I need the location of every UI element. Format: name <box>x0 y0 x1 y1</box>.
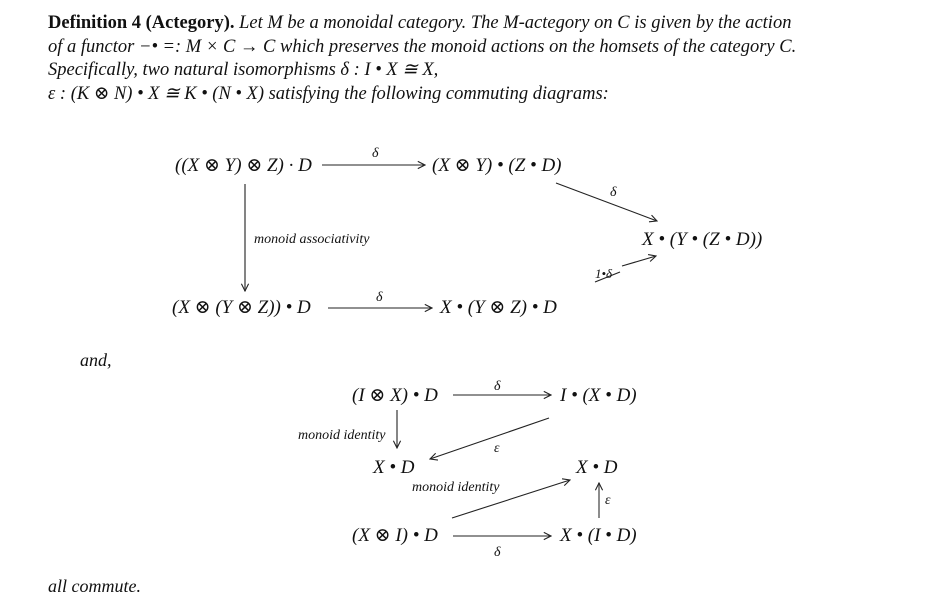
arrow2-diag-epsilon <box>430 418 549 459</box>
label-diag-delta: δ <box>610 185 617 200</box>
definition-line-2: of a functor −• =: M × C → C which preserves the monoid actions on the homsets of the category C. <box>48 36 797 57</box>
label-monoid-associativity: monoid associativity <box>254 232 370 247</box>
definition-line-4: ε : (K ⊗ N) • X ≅ K • (N • X) satisfying the following commuting diagrams: <box>48 83 609 104</box>
label2-monoid-identity-left: monoid identity <box>298 428 386 443</box>
label2-top-delta: δ <box>494 379 501 394</box>
label2-epsilon-right: ε <box>605 493 611 508</box>
node2-bottom-right: X • (I • D) <box>560 525 637 546</box>
label-1-bullet-delta: 1•δ <box>595 266 613 281</box>
node-bottom-mid: X • (Y ⊗ Z) • D <box>440 297 557 318</box>
definition-line-3: Specifically, two natural isomorphisms δ : I • X ≅ X, <box>48 60 439 80</box>
node2-mid-right: X • D <box>576 457 618 478</box>
node-top-mid: (X ⊗ Y) • (Z • D) <box>432 155 562 176</box>
definition-heading: Definition 4 (Actegory). <box>48 13 235 33</box>
connector-and: and, <box>80 350 112 370</box>
arrow-diag-1delta <box>622 256 656 266</box>
label-top-delta: δ <box>372 146 379 161</box>
node2-bottom-left: (X ⊗ I) • D <box>352 525 438 546</box>
node2-top-right: I • (X • D) <box>560 385 637 406</box>
node-bottom-left: (X ⊗ (Y ⊗ Z)) • D <box>172 297 311 318</box>
node-top-left: ((X ⊗ Y) ⊗ Z) · D <box>175 155 312 176</box>
definition-text-1: Let M be a monoidal category. The M-actegory on C is given by the action <box>239 13 792 33</box>
identity-diagram <box>298 379 637 560</box>
label2-bottom-delta: δ <box>494 545 501 560</box>
label2-monoid-identity-diag: monoid identity <box>412 480 500 495</box>
node-right: X • (Y • (Z • D)) <box>642 229 763 250</box>
node2-mid-left: X • D <box>373 457 415 478</box>
node2-top-left: (I ⊗ X) • D <box>352 385 438 406</box>
arrow-diag-delta <box>556 183 657 221</box>
label-bottom-delta: δ <box>376 290 383 305</box>
label2-epsilon-diag: ε <box>494 441 500 456</box>
associativity-diagram <box>172 146 762 318</box>
closing-text: all commute. <box>48 576 141 596</box>
